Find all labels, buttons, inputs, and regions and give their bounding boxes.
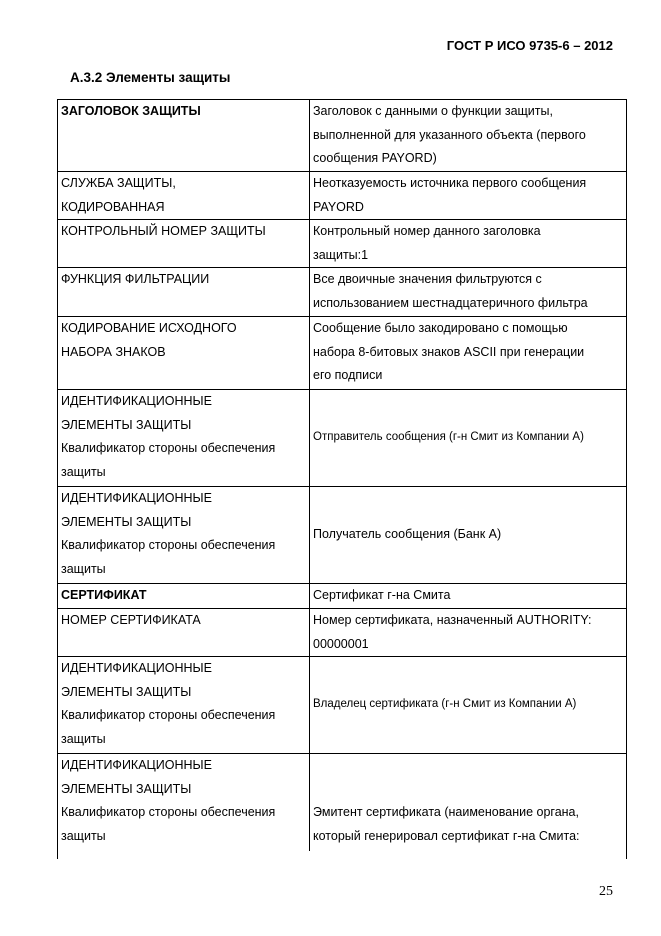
table-row bbox=[58, 754, 626, 851]
row-label: СЕРТИФИКАТ bbox=[58, 584, 310, 608]
table-row bbox=[58, 657, 626, 754]
row-description: Заголовок с данными о функции защиты, выполненной для указанного объекта (первого сообщения PAYORD) bbox=[313, 104, 586, 165]
row-label: ИДЕНТИФИКАЦИОННЫЕ ЭЛЕМЕНТЫ ЗАЩИТЫ Квалификатор стороны обеспечения защиты bbox=[58, 754, 310, 851]
row-description: Номер сертификата, назначенный AUTHORITY: 00000001 bbox=[313, 613, 592, 651]
table-row bbox=[58, 220, 626, 268]
row-description: Владелец сертификата (г-н Смит из Компании А) bbox=[313, 698, 577, 711]
section-title: А.3.2 Элементы защиты bbox=[70, 70, 231, 85]
row-label: КОНТРОЛЬНЫЙ НОМЕР ЗАЩИТЫ bbox=[58, 220, 310, 267]
row-label: КОДИРОВАНИЕ ИСХОДНОГО НАБОРА ЗНАКОВ bbox=[58, 317, 310, 389]
table-row bbox=[58, 584, 626, 609]
row-description: Все двоичные значения фильтруются с использованием шестнадцатеричного фильтра bbox=[313, 272, 588, 310]
row-label: НОМЕР СЕРТИФИКАТА bbox=[58, 609, 310, 656]
row-label: СЛУЖБА ЗАЩИТЫ, КОДИРОВАННАЯ bbox=[58, 172, 310, 219]
document-code: ГОСТ Р ИСО 9735-6 – 2012 bbox=[446, 38, 613, 53]
row-description: Сообщение было закодировано с помощью набора 8-битовых знаков ASCII при генерации его подписи bbox=[313, 321, 585, 382]
row-description: Контрольный номер данного заголовка защиты:1 bbox=[313, 224, 541, 262]
table-row bbox=[58, 268, 626, 317]
table-row bbox=[58, 487, 626, 584]
security-elements-table bbox=[57, 99, 627, 859]
table-row bbox=[58, 172, 626, 220]
table-row bbox=[58, 100, 626, 172]
row-label: ЗАГОЛОВОК ЗАЩИТЫ bbox=[58, 100, 310, 171]
row-label: ИДЕНТИФИКАЦИОННЫЕ ЭЛЕМЕНТЫ ЗАЩИТЫ Квалификатор стороны обеспечения защиты bbox=[58, 657, 310, 753]
row-description: Сертификат г-на Смита bbox=[313, 588, 451, 602]
table-row bbox=[58, 317, 626, 390]
table-row bbox=[58, 390, 626, 487]
page-number: 25 bbox=[599, 884, 613, 899]
row-label: ИДЕНТИФИКАЦИОННЫЕ ЭЛЕМЕНТЫ ЗАЩИТЫ Квалификатор стороны обеспечения защиты bbox=[58, 390, 310, 486]
row-description: Отправитель сообщения (г-н Смит из Компании А) bbox=[313, 431, 584, 444]
row-label: ИДЕНТИФИКАЦИОННЫЕ ЭЛЕМЕНТЫ ЗАЩИТЫ Квалификатор стороны обеспечения защиты bbox=[58, 487, 310, 583]
row-description: Эмитент сертификата (наименование органа, который генерировал сертификат г-на Смита: bbox=[313, 805, 580, 843]
row-label: ФУНКЦИЯ ФИЛЬТРАЦИИ bbox=[58, 268, 310, 316]
row-description: Неотказуемость источника первого сообщения PAYORD bbox=[313, 176, 587, 214]
row-description: Получатель сообщения (Банк А) bbox=[313, 527, 502, 542]
table-row bbox=[58, 609, 626, 657]
